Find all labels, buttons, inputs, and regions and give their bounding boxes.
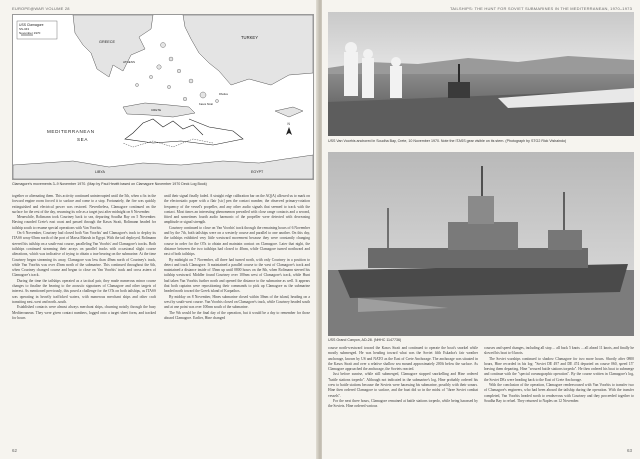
left-column-1 [12, 194, 156, 446]
itass-gear [448, 82, 470, 98]
left-col1-para: together or alternating them. This activity continued uninterrupted until the 5th, when a fix in the forward engine room forced it to surface and come to a stop. Fortunately, the fire was quickly extinguished and electrical power was restored. Nevertheless, Clamagore continued on the surface for the rest of the day, resuming its role as a target just after midnight on 6 November. [12, 194, 156, 214]
photo-grand-canyon [328, 152, 634, 336]
right-col1-para: For the next three hours, Clamagore remained at battle stations torpedo, while being harassed by the Soviets. Hine ordered various [328, 398, 478, 409]
operations-map [12, 14, 314, 180]
right-col2-para: The Soviet warships continued to shadow Clamagore for two more hours. Shortly after 0800 hours, Hine recorded in his log: "Soviet DE 497 and DE 474 departed on course 060, speed 15" leaving them departing. Hine "secured battle stations torpedo". He then ordered his boat to submerge and continue with the "special oceanographic operation". By the course written in Clamagore's log, the Soviet DEs were heading back to the East of Crete Anchorage. [484, 356, 634, 382]
label-greece: GREECE [99, 40, 116, 44]
photo2-caption: USS Grand Canyon, AD-28. (NHHC 1147736) [328, 338, 402, 342]
svg-text:Rhodes: Rhodes [219, 93, 228, 96]
right-column-1 [328, 346, 478, 446]
left-col1-para: During the time the tailships operated as a tactical pair, they made numerous minor course changes to finalise the bearing to the acoustic signatures of Clamagore and other targets of interest. As mentioned previously, this posed a challenge for the OTs on both tailships, as ITASS was operating in heavily trafficked waters, with numerous merchant ships and other craft transiting east–west and north–south. [12, 278, 156, 304]
label-egypt: EGYPT [251, 170, 264, 174]
svg-text:SEA: SEA [77, 137, 88, 142]
map-caption: Clamagore's movements 3–9 November 1970. (Map by Paul Hewitt based on Clamagore November 1970 Deck Log Book) [12, 182, 207, 186]
left-running-head: EUROPE@WAR VOLUME 28 [12, 6, 70, 11]
right-running-head: TAILSHIPS: THE HUNT FOR SOVIET SUBMARINES IN THE MEDITERRANEAN, 1970–1973 [449, 6, 632, 11]
right-page [322, 0, 640, 459]
map-graphic [13, 15, 313, 179]
svg-text:November 1970: November 1970 [19, 31, 41, 35]
legend-title: USS Clamagore [19, 23, 44, 27]
svg-text:N: N [287, 122, 290, 126]
right-col2-para: With the conclusion of the operation, Clamagore rendezvoused with Van Voorhis to transfer two of Clamagore's engineers, who had been aboard the tailship during the operation. With the transfer completed, Van Voorhis headed north to rendezvous with Courtney and they proceeded together to Soudha Bay to refuel. They returned to Naples on 12 November. [484, 383, 634, 403]
label-crete: CRETE [151, 108, 162, 112]
right-column-2 [484, 346, 634, 446]
svg-text:Kasos Strait: Kasos Strait [199, 103, 213, 106]
label-sea: MEDITERRANEAN [47, 129, 95, 134]
svg-text:SS-343: SS-343 [19, 27, 30, 31]
label-athens: ATHENS [123, 60, 135, 64]
right-col2-para: courses and speed changes, including all stop ... all back 5 knots ... all ahead 11 knots, and finally he slowed his boat to 6 knots. [484, 346, 634, 356]
right-col1-para: course north-westward toward the Kasos Strait and continued to operate the boat's snorkel while mostly submerged. He was heading toward what was the Soviet fifth Eskadra's fair weather anchorage, known by US and NATO as the East of Crete Anchorage. The anchorage was situated in the Kasos Strait and over a relative shallow sea mound approximately 200ft below the surface. As Clamagore approached the anchorage, the Soviets reacted. [328, 346, 478, 372]
right-col1-para: Just before sunrise, while still submerged, Clamagore stopped snorkelling and Hine ordered "battle stations torpedo". Although not indicated in the submarine's log, Hine probably ordered his crew to battle stations because the Soviets were harassing his submarine, possibly with their sonars. Hine then ordered Clamagore to surface, and the boat did so in the midst of "three Soviet combat vessels". [328, 372, 478, 398]
left-col2-para: By midnight on 7 November, all three had turned north, with only Courtney in a position to detect and track Clamagore. It maintained a parallel course to the west of Clamagore's track and maintained a distance inside of 35nm up until 0800 hours on the 8th, when Rolimann steered his tailship westward. Middler found Courtney over 100nm west of Clamagore's track, while Hunt had taken Van Voorhis further north and opened the distance to the submarine as well. It appears that both captains were repositioning their commands to pick up Clamagore as the submarine headed north toward the Greek island of Karpathos. [164, 257, 310, 294]
left-folio: 62 [12, 448, 18, 453]
label-turkey: TURKEY [241, 35, 258, 40]
label-libya: LIBYA [95, 170, 105, 174]
left-col1-para: Meanwhile, Rolimann took Courtney back to sea, departing Soudha Bay on 5 November. Having rounded Crete's east coast and passed through the Kasos Strait, Rolimann headed for tailship south to resume special operations with Van Voorhis. [12, 215, 156, 230]
left-col1-para: On 6 November, Courtney had closed both Van Voorhis' and Clamagore's track to deploy its ITASS array 65nm north of the port of Marsa Matruh in Egypt. With the tail deployed, Rolimann steered his tailship on a south-east course, paralleling Van Voorhis' and Clamagore's tracks. Both tailships continued streaming their arrays on parallel tracks with occasional slight course alterations, which was indicative of trying to obtain a true bearing on the submarine. At the time Courtney began streaming its array, Clamagore was less than 40nm north of Courtney's track, while Van Voorhis was over 45nm north of the submarine. This continued throughout the 6th, when Courtney changed course and began to close on Van Voorhis' track and cross astern of Clamagore's track. [12, 231, 156, 278]
left-col2-para: Courtney continued to close on Van Voorhis' track through the remaining hours of 6 November and by the 7th, both tailships were on a westerly course and parallel to one another. On this day, the tailships exhibited very little westward movement because they were constantly changing course in order for the OTs to obtain and maintain contact on Clamagore. Later that night, the distance between the two tailships had closed to 40nm, while Clamagore turned northward and east of both tailships. [164, 225, 310, 257]
photo-van-voorhis [328, 12, 634, 136]
left-column-2 [164, 194, 310, 446]
photo1-caption: USS Van Voorhis anchored in Soudha Bay, Crete, 10 November 1970. Note the ITASS gear visible on its stern. (Photograph by STG2 Rick Vishaindo) [328, 139, 567, 143]
left-col2-para: The 9th would be the final day of the operation, but it would be a day to remember for those aboard Clamagore. Earlier, Hine changed [164, 310, 310, 320]
left-col1-para: Established contacts were almost always merchant ships, churning noisily through the busy Mediterranean. They were given contact numbers, logged onto a target sheet form, and tracked for hours [12, 305, 156, 320]
left-page [0, 0, 318, 459]
left-col2-para: By midday on 8 November, Hines submarine closed within 30nm of the island, heading on a west by south-west course. Van Voorhis closed on Clamagore's track, while Courtney headed south and at one point was over 100nm south of the submarine. [164, 294, 310, 310]
right-folio: 63 [626, 448, 632, 453]
left-col2-para: until their signal finally faded. A straight edge calibration bar on the AQ(A) allowed us to mark on the electrostatic paper with a flair [sic] pen the contact number, the observed primary-rotation frequency of the vessel's propeller, and any other audio signals that seemed to track with the contact. Most times an interesting phenomenon prevailed with close range contacts and a second, fitted and sometimes fourth audio harmonic of the propeller were detected with decreasing amplitude or signal strength. [164, 194, 310, 225]
